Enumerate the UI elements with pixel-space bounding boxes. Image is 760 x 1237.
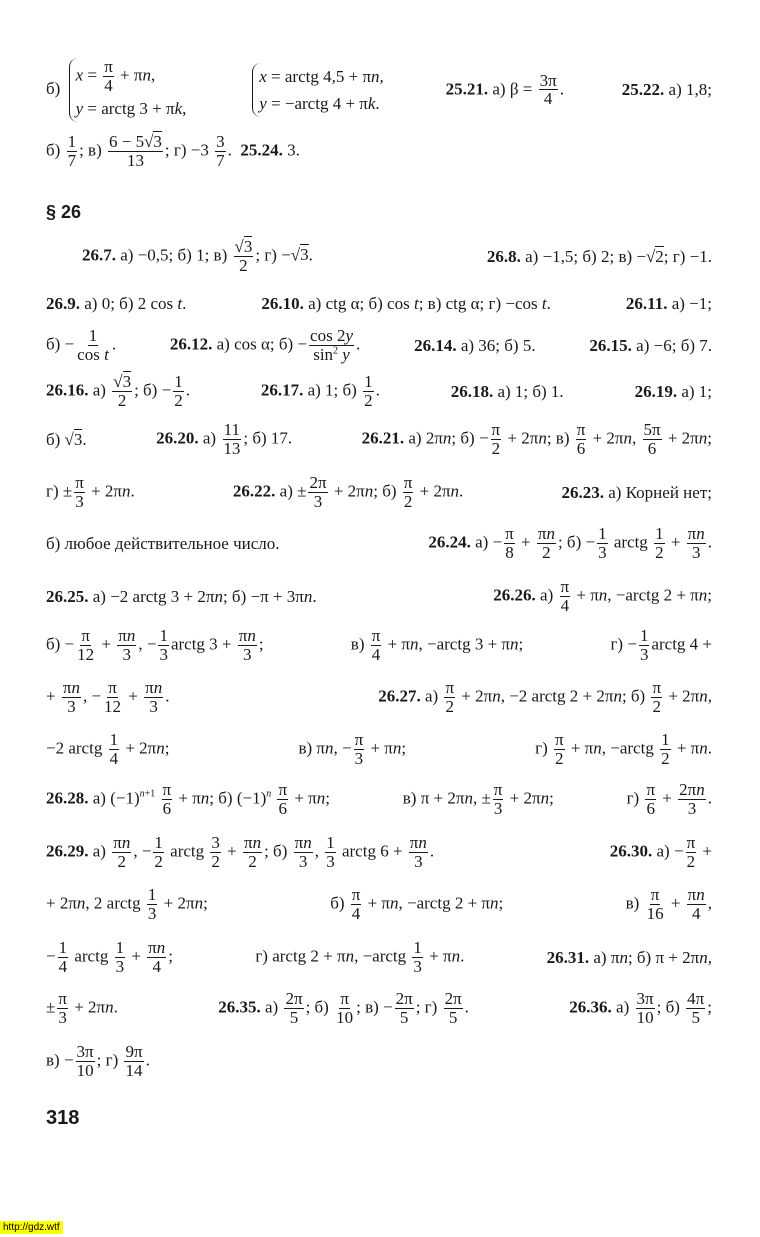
answer-line: 26.9. а) 0; б) 2 cos t. 26.10. а) ctg α; б) cos t; в) ctg α; г) −cos t. 26.11. а) −1; [46, 294, 712, 313]
answer-item: 25.22. а) 1,8; [621, 80, 712, 100]
answer-line: ± $\frac{\pi}{3}$ + 2πn. 26.35. а) $\frac{2\pi}{5}$ ; б) $\frac{\pi}{10}$ ; в) − $\frac{2\pi}{5}$ ; г) $\frac{2\pi}{5}$ . 26.36. а) $\frac{3\pi}{10}$ ; б) $\frac{4\pi}{5}$ ; [46, 989, 712, 1027]
answer-line: б) − $\frac{\pi}{12}$ + $\frac{\pi n}{3}$ , − $\frac{1}{3}$ arctg 3 + $\frac{\pi n}{3}$ ; в) $\frac{\pi}{4}$ + πn, −arctg 3 + πn; г) − $\frac{1}{3}$ arctg 4 + [46, 626, 712, 664]
answer-line: + 2πn, 2 arctg $\frac{1}{3}$ + 2πn; б) $\frac{\pi}{4}$ + πn, −arctg 2 + πn; в) $\frac{\pi}{16}$ + $\frac{\pi n}{4}$ , [46, 885, 712, 923]
answer-line: + $\frac{\pi n}{3}$ , − $\frac{\pi}{12}$ + $\frac{\pi n}{3}$ . 26.27. а) $\frac{\pi}{2}$ + 2πn, −2 arctg 2 + 2πn; б) $\frac{\pi}{2}$ + 2πn, [46, 678, 712, 716]
page-number: 318 [46, 1107, 80, 1129]
answer-line: б) $\frac{1}{7}$ ; в) $\frac{6 - 5√3}{13}$ ; г) −3 $\frac{3}{7}$ . 25.24. 3. [46, 132, 300, 170]
answer-line: 26.25. а) −2 arctg 3 + 2πn; б) −π + 3πn. 26.26. а) $\frac{\pi}{4}$ + πn, −arctg 2 + πn; [46, 577, 712, 615]
answer-line: 26.29. а) $\frac{\pi n}{2}$ , − $\frac{1}{2}$ arctg $\frac{3}{2}$ + $\frac{\pi n}{2}$ ; б) $\frac{\pi n}{3}$ , $\frac{1}{3}$ arctg 6 + $\frac{\pi n}{3}$ . 26.30. а) − $\frac{\pi}{2}$ + [46, 833, 712, 871]
watermark[interactable]: http://gdz.wtf [0, 1221, 63, 1234]
answer-line: в) − $\frac{3\pi}{10}$ ; г) $\frac{9\pi}{14}$ . [46, 1042, 150, 1080]
answer-line: 26.16. а) $\frac{√3}{2}$ ; б) − $\frac{1}{2}$ . 26.17. а) 1; б) $\frac{1}{2}$ . 26.18. а) 1; б) 1. 26.19. а) 1; [46, 372, 712, 410]
answer-line: б) √3. 26.20. а) $\frac{11}{13}$ ; б) 17. 26.21. а) 2πn; б) − $\frac{\pi}{2}$ + 2πn; в) $\frac{\pi}{6}$ + 2πn, $\frac{5\pi}{6}$ + 2πn; [46, 420, 712, 458]
answer-line: −2 arctg $\frac{1}{4}$ + 2πn; в) πn, − $\frac{\pi}{3}$ + πn; г) $\frac{\pi}{2}$ + πn, −arctg $\frac{1}{2}$ + πn. [46, 730, 712, 768]
answer-line: б) − $\frac{1}{\text{cos t}}$ . 26.12. а) cos α; б) − $\frac{\cos 2y}{\sin^2 y}$ . 26.14. а) 36; б) 5. 26.15. а) −6; б) 7. [46, 326, 712, 364]
answer-line: 26.7. а) −0,5; б) 1; в) $\frac{√3}{2}$ ; г) −√3. 26.8. а) −1,5; б) 2; в) −√2; г) −1. [82, 237, 712, 275]
equation-system: x = arctg 4,5 + πn, y = −arctg 4 + πk. [252, 63, 384, 117]
answer-item: 25.21. а) β = $\frac{3\pi}{4}$ . [445, 70, 564, 109]
answer-line: б) любое действительное число. 26.24. а) − $\frac{\pi}{8}$ + $\frac{\pi n}{2}$ ; б) − $\frac{1}{3}$ arctg $\frac{1}{2}$ + $\frac{\pi n}{3}$ . [46, 524, 712, 562]
answer-line: − $\frac{1}{4}$ arctg $\frac{1}{3}$ + $\frac{\pi n}{4}$ ; г) arctg 2 + πn, −arctg $\frac{1}{3}$ + πn. 26.31. а) πn; б) π + 2πn, [46, 938, 712, 976]
answer-line [46, 58, 712, 122]
answer-line: 26.28. а) $(-1)^{n+1}$ $\frac{\pi}{6}$ + πn; б) $(-1)^n$ $\frac{\pi}{6}$ + πn; в) π + 2πn, ± $\frac{\pi}{3}$ + 2πn; г) $\frac{\pi}{6}$ + $\frac{2\pi n}{3}$ . [46, 780, 712, 818]
section-title: § 26 [46, 202, 82, 222]
equation-system: x = $\frac{\pi}{4}$ + πn, y = arctg 3 + πk, [69, 58, 187, 122]
answer-line: г) ± $\frac{\pi}{3}$ + 2πn. 26.22. а) ± $\frac{2\pi}{3}$ + 2πn; б) $\frac{\pi}{2}$ + 2πn. 26.23. а) Корней нет; [46, 473, 712, 511]
line-item-1: б) x = $\frac{\pi}{4}$ + πn, y = arctg 3 + πk, [46, 58, 190, 122]
